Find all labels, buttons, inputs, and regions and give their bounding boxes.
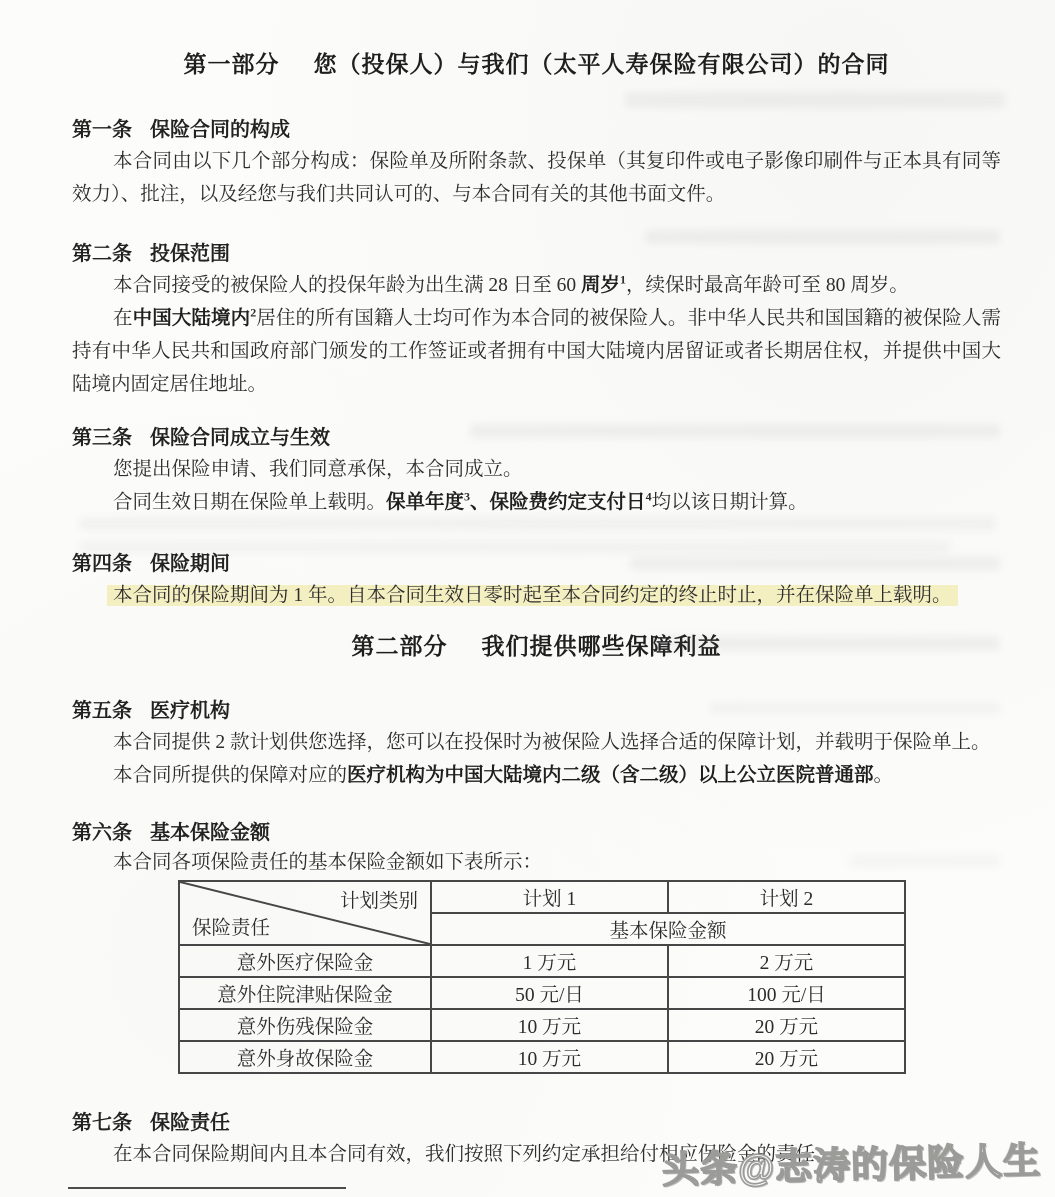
text-run: 在 — [113, 308, 133, 329]
table-row — [179, 977, 905, 1009]
article-7-title: 保险责任 — [150, 1112, 230, 1134]
article-2-title: 投保范围 — [150, 243, 230, 265]
article-2-heading — [72, 239, 1001, 269]
cell-plan2-amount: 100 元/日 — [668, 977, 905, 1009]
text-run: 、 — [470, 492, 490, 513]
defined-term: 中国大陆境内 — [132, 308, 251, 329]
corner-label-plan-category: 计划类别 — [339, 891, 418, 912]
cell-liability: 意外身故保险金 — [179, 1041, 431, 1073]
text-run: ，续保时最高年龄可至 80 周岁。 — [626, 275, 909, 296]
cell-plan2-amount: 20 万元 — [668, 1041, 905, 1073]
article-3-paragraph-1: 您提出保险申请、我们同意承保，本合同成立。 — [113, 459, 523, 480]
article-5 — [72, 696, 1001, 792]
part2-title-text: 我们提供哪些保障利益 — [481, 634, 722, 659]
part1-title — [72, 48, 1001, 82]
article-6-intro: 本合同各项保险责任的基本保险金额如下表所示： — [113, 852, 543, 873]
article-5-paragraph-2 — [72, 759, 1001, 792]
article-1-heading — [72, 115, 1001, 145]
article-3-number: 第三条 — [72, 427, 132, 449]
table-header-row — [179, 881, 905, 913]
table-row — [179, 1041, 905, 1073]
defined-term: 保险费约定支付日 — [489, 492, 646, 513]
article-4-number: 第四条 — [72, 553, 132, 575]
text-run: 。 — [873, 765, 894, 786]
article-3-title: 保险合同成立与生效 — [150, 427, 330, 449]
article-4 — [72, 549, 1001, 612]
part1-label: 第一部分 — [183, 52, 280, 77]
cell-plan2-amount: 2 万元 — [668, 945, 905, 977]
article-6 — [72, 818, 1001, 1074]
part2-title — [72, 630, 1001, 664]
article-2-paragraph-2 — [72, 302, 1001, 401]
cell-plan1-amount: 10 万元 — [431, 1041, 668, 1073]
column-header-plan2: 计划 2 — [668, 881, 905, 913]
table-row — [179, 945, 905, 977]
cell-plan2-amount: 20 万元 — [668, 1009, 905, 1041]
article-2-paragraph-1 — [72, 269, 1001, 302]
article-1 — [72, 115, 1001, 211]
footnote-marker: 4 — [645, 489, 652, 504]
article-3 — [72, 423, 1001, 519]
subheader-basic-sum-insured: 基本保险金额 — [431, 913, 905, 945]
cell-plan1-amount: 1 万元 — [431, 945, 668, 977]
footnote-marker: 2 — [250, 305, 257, 320]
article-6-title: 基本保险金额 — [150, 822, 270, 844]
column-header-plan1: 计划 1 — [431, 881, 668, 913]
cell-liability: 意外住院津贴保险金 — [179, 977, 431, 1009]
article-7-paragraph: 在本合同保险期间内且本合同有效，我们按照下列约定承担给付相应保险金的责任： — [113, 1144, 835, 1165]
article-3-heading — [72, 423, 1001, 453]
text-run: 本合同所提供的保障对应的 — [113, 765, 348, 786]
article-4-paragraph-highlighted — [72, 579, 1001, 612]
footnote-separator-rule — [68, 1187, 346, 1189]
article-3-paragraph-2 — [72, 486, 1001, 519]
defined-term: 保单年度 — [386, 492, 465, 513]
cell-liability: 意外伤残保险金 — [179, 1009, 431, 1041]
defined-term: 周岁 — [581, 275, 621, 296]
article-7-number: 第七条 — [72, 1112, 132, 1134]
watermark: 头条@志涛的保险人生 — [661, 1140, 1042, 1191]
part2-label: 第二部分 — [351, 634, 448, 659]
article-4-heading — [72, 549, 1001, 579]
footnote-marker: 1 — [620, 272, 627, 287]
cell-plan1-amount: 50 元/日 — [431, 977, 668, 1009]
cell-plan1-amount: 10 万元 — [431, 1009, 668, 1041]
article-6-heading — [72, 818, 1001, 848]
article-1-title: 保险合同的构成 — [150, 119, 290, 141]
article-7-heading — [72, 1108, 1001, 1138]
corner-label-liability: 保险责任 — [192, 918, 271, 939]
text-run: 均以该日期计算。 — [651, 492, 808, 513]
article-2 — [72, 239, 1001, 401]
article-2-number: 第二条 — [72, 243, 132, 265]
defined-term: 医疗机构为中国大陆境内二级（含二级）以上公立医院普通部 — [347, 765, 874, 786]
article-1-number: 第一条 — [72, 119, 132, 141]
table-row — [179, 1009, 905, 1041]
cell-liability: 意外医疗保险金 — [179, 945, 431, 977]
text-run: 合同生效日期在保险单上载明。 — [113, 492, 387, 513]
text-run: 居住的所有国籍人士均可作为本合同的被保险人。非中华人民共和国国籍的被保险人需持有中华人民共和国政府部门颁发的工作签证或者拥有中国大陆境内居留证或者长期居住权，并提供中国大陆境内固定居住地址。 — [72, 308, 1001, 395]
diagonal-header-cell — [179, 881, 431, 945]
article-4-title: 保险期间 — [150, 553, 230, 575]
article-6-number: 第六条 — [72, 822, 132, 844]
footnote-marker: 3 — [464, 489, 471, 504]
article-5-heading — [72, 696, 1001, 726]
part1-title-text: 您（投保人）与我们（太平人寿保险有限公司）的合同 — [313, 52, 890, 77]
article-5-number: 第五条 — [72, 700, 132, 722]
article-5-title: 医疗机构 — [150, 700, 230, 722]
benefit-amount-table — [178, 880, 906, 1074]
text-run: 本合同接受的被保险人的投保年龄为出生满 28 日至 60 — [113, 275, 582, 296]
highlighted-text: 本合同的保险期间为 1 年。自本合同生效日零时起至本合同约定的终止时止，并在保险单上载明。 — [113, 585, 952, 606]
article-5-paragraph-1: 本合同提供 2 款计划供您选择，您可以在投保时为被保险人选择合适的保障计划，并载明于保险单上。 — [113, 732, 991, 753]
article-1-paragraph: 本合同由以下几个部分构成：保险单及所附条款、投保单（其复印件或电子影像印刷件与正本具有同等效力）、批注，以及经您与我们共同认可的、与本合同有关的其他书面文件。 — [72, 151, 1001, 205]
